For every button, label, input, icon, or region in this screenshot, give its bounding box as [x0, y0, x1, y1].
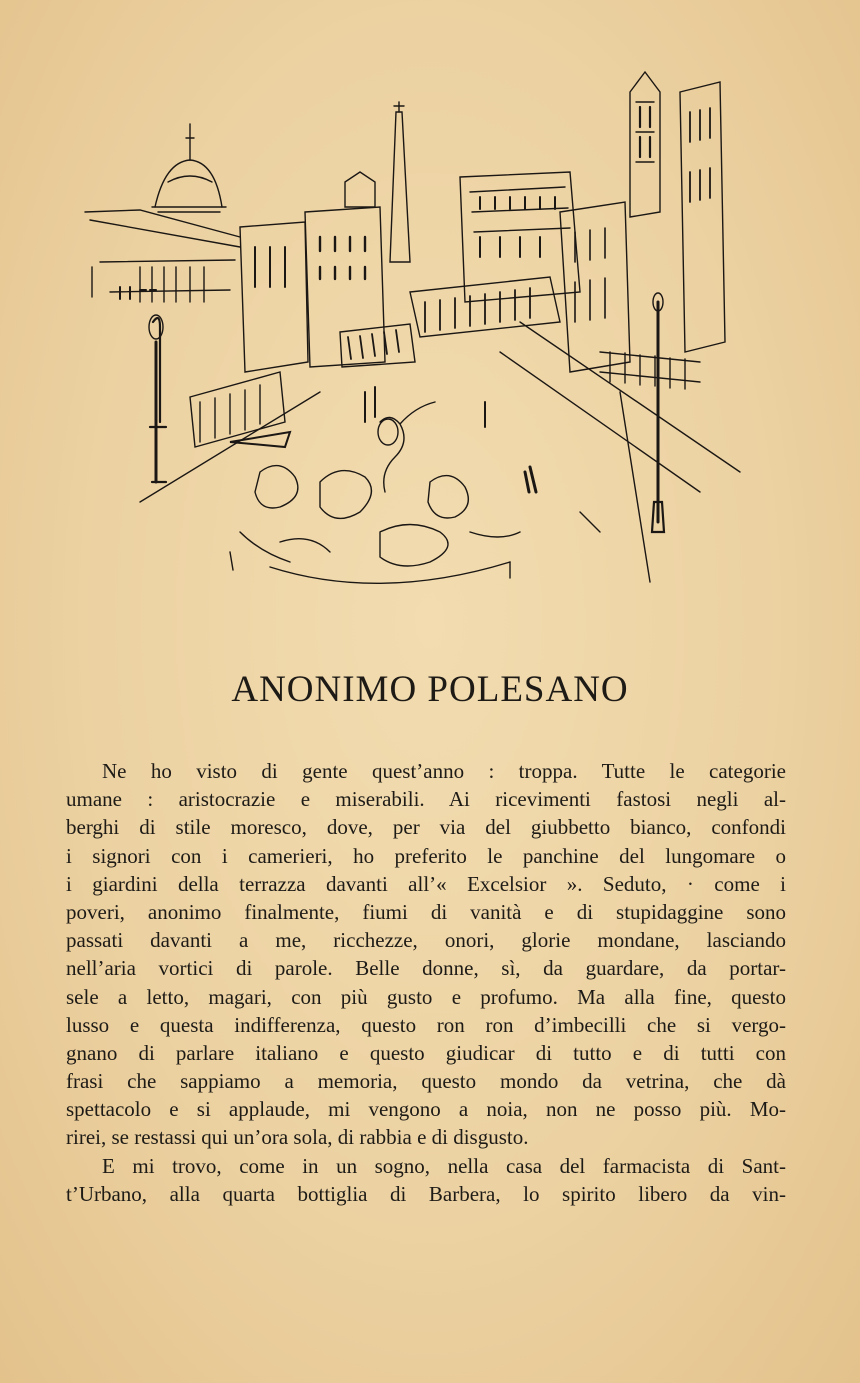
text-line: rirei, se restassi qui un’ora sola, di rabbia e di disgusto. [66, 1125, 529, 1150]
text-line: passati davanti a me, ricchezze, onori, glorie mondane, lasciando [66, 928, 786, 953]
text-line: umane : aristocrazie e miserabili. Ai ricevimenti fastosi negli al- [66, 787, 786, 812]
chapter-title: ANONIMO POLESANO [231, 669, 629, 710]
text-line: i giardini della terrazza davanti all’« Excelsior ». Seduto, · come i [66, 871, 786, 896]
text-line: t’Urbano, alla quarta bottiglia di Barbera, lo spirito libero da vin- [66, 1181, 786, 1206]
text-line: i signori con i camerieri, ho preferito le panchine del lungomare o [66, 843, 786, 868]
text-line: nell’aria vortici di parole. Belle donne, sì, da guardare, da portar- [66, 956, 786, 981]
text-line: spettacolo e si applaude, mi vengono a noia, non ne posso più. Mo- [66, 1097, 786, 1122]
text-line: poveri, anonimo finalmente, fiumi di vanità e di stupidaggine sono [66, 899, 786, 924]
text-line: gnano di parlare italiano e questo giudicar di tutto e di tutti con [66, 1040, 786, 1065]
text-line: lusso e questa indifferenza, questo ron ron d’imbecilli che si vergo- [66, 1012, 786, 1037]
ink-sketch-illustration [80, 62, 750, 602]
text-line: Ne ho visto di gente quest’anno : troppa. Tutte le categorie [102, 759, 786, 783]
body-text [66, 757, 786, 1208]
text-line: E mi trovo, come in un sogno, nella casa del farmacista di Sant- [102, 1153, 786, 1178]
text-line: sele a letto, magari, con più gusto e profumo. Ma alla fine, questo [66, 984, 786, 1009]
text-line: berghi di stile moresco, dove, per via del giubbetto bianco, confondi [66, 815, 786, 840]
paragraph [66, 757, 786, 1152]
text-line: frasi che sappiamo a memoria, questo mondo da vetrina, che dà [66, 1069, 786, 1094]
paragraph [66, 1152, 786, 1208]
